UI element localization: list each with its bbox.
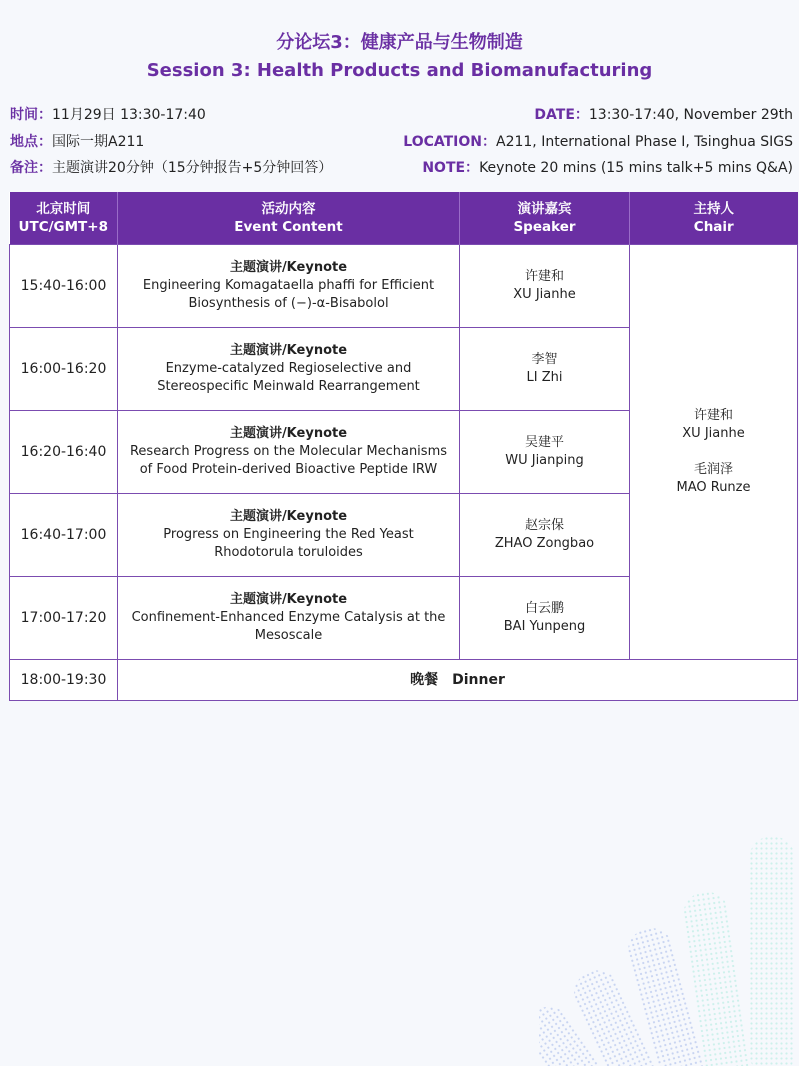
speaker-cn: 赵宗保 xyxy=(524,518,564,533)
row-title: Research Progress on the Molecular Mechanisms of Food Protein-derived Bioactive Peptide IRW xyxy=(129,444,447,477)
decorative-ribbon-graphic xyxy=(539,816,799,1066)
note-label: 备注： xyxy=(10,160,52,176)
speaker-cn: 白云鹏 xyxy=(524,601,564,616)
header-chair-en: Chair xyxy=(693,219,734,235)
row-speaker xyxy=(460,577,630,660)
chair2-en: MAO Runze xyxy=(676,480,751,495)
info-note-en xyxy=(403,155,793,182)
note-en-value: Keynote 20 mins (15 mins talk+5 mins Q&A) xyxy=(479,160,793,176)
schedule-table xyxy=(9,192,798,701)
row-content xyxy=(118,328,460,411)
location-value: A211, International Phase I, Tsinghua SIGS xyxy=(496,133,793,150)
note-value: 主题演讲20分钟（15分钟报告+5分钟回答） xyxy=(52,160,333,176)
row-type: 主题演讲/Keynote xyxy=(229,426,348,441)
place-label: 地点： xyxy=(10,133,52,150)
row-type: 主题演讲/Keynote xyxy=(229,592,348,607)
row-title: Confinement-Enhanced Enzyme Catalysis at the Mesoscale xyxy=(131,610,446,643)
title-chinese: 分论坛3：健康产品与生物制造 xyxy=(276,32,523,53)
row-title: Enzyme-catalyzed Regioselective and Stereospecific Meinwald Rearrangement xyxy=(157,361,420,394)
row-type: 主题演讲/Keynote xyxy=(229,260,348,275)
row-title: Progress on Engineering the Red Yeast Rhodotorula toruloides xyxy=(163,527,414,560)
row-time: 17:00-17:20 xyxy=(10,577,118,660)
dinner-label: 晚餐 Dinner xyxy=(410,671,505,688)
time-label: 时间： xyxy=(10,107,52,123)
date-value: 13:30-17:40, November 29th xyxy=(588,107,793,123)
header-time-en: UTC/GMT+8 xyxy=(18,219,108,235)
location-label: LOCATION： xyxy=(403,133,496,150)
row-speaker xyxy=(460,245,630,328)
header-time xyxy=(10,192,118,245)
speaker-cn: 李智 xyxy=(531,352,558,367)
date-label: DATE： xyxy=(534,107,589,123)
header-chair-cn: 主持人 xyxy=(693,201,734,217)
row-title: Engineering Komagataella phaffi for Efficient Biosynthesis of (−)-α-Bisabolol xyxy=(142,278,435,311)
speaker-en: WU Jianping xyxy=(505,453,584,468)
speaker-en: LI Zhi xyxy=(526,370,563,385)
table-header-row xyxy=(10,192,798,245)
header-content-en: Event Content xyxy=(234,219,343,235)
row-speaker xyxy=(460,494,630,577)
row-type: 主题演讲/Keynote xyxy=(229,343,348,358)
row-content xyxy=(118,494,460,577)
speaker-en: BAI Yunpeng xyxy=(503,619,586,634)
header-speaker-en: Speaker xyxy=(513,219,576,235)
header-speaker xyxy=(460,192,630,245)
speaker-en: ZHAO Zongbao xyxy=(494,536,595,551)
title-english: Session 3: Health Products and Biomanufacturing xyxy=(146,60,653,81)
time-value: 11月29日 13:30-17:40 xyxy=(52,107,206,123)
info-place xyxy=(10,129,332,156)
row-content xyxy=(118,411,460,494)
row-time: 16:40-17:00 xyxy=(10,494,118,577)
info-block-english xyxy=(403,102,793,182)
row-time: 16:00-16:20 xyxy=(10,328,118,411)
header-content xyxy=(118,192,460,245)
info-time xyxy=(10,102,332,129)
header-time-cn: 北京时间 xyxy=(36,201,91,217)
chair2-cn: 毛润泽 xyxy=(693,462,733,477)
page-header xyxy=(0,30,799,84)
chair-cell xyxy=(630,245,798,660)
info-block-chinese xyxy=(10,102,332,182)
row-content xyxy=(118,245,460,328)
header-content-cn: 活动内容 xyxy=(261,201,316,217)
speaker-cn: 许建和 xyxy=(524,269,564,284)
info-location xyxy=(403,129,793,156)
dinner-cell xyxy=(118,660,798,701)
speaker-cn: 吴建平 xyxy=(524,435,564,450)
row-time: 16:20-16:40 xyxy=(10,411,118,494)
header-speaker-cn: 演讲嘉宾 xyxy=(517,201,572,217)
dinner-time: 18:00-19:30 xyxy=(10,660,118,701)
row-content xyxy=(118,577,460,660)
chair1-cn: 许建和 xyxy=(693,408,733,423)
place-value: 国际一期A211 xyxy=(52,133,145,150)
table-row xyxy=(10,245,798,328)
row-type: 主题演讲/Keynote xyxy=(229,509,348,524)
info-note xyxy=(10,155,332,182)
speaker-en: XU Jianhe xyxy=(513,287,576,302)
row-time: 15:40-16:00 xyxy=(10,245,118,328)
header-chair xyxy=(630,192,798,245)
table-row-dinner xyxy=(10,660,798,701)
chair1-en: XU Jianhe xyxy=(682,426,745,441)
note-en-label: NOTE： xyxy=(422,160,480,176)
row-speaker xyxy=(460,328,630,411)
row-speaker xyxy=(460,411,630,494)
info-date xyxy=(403,102,793,129)
chair-spacer xyxy=(636,443,791,461)
